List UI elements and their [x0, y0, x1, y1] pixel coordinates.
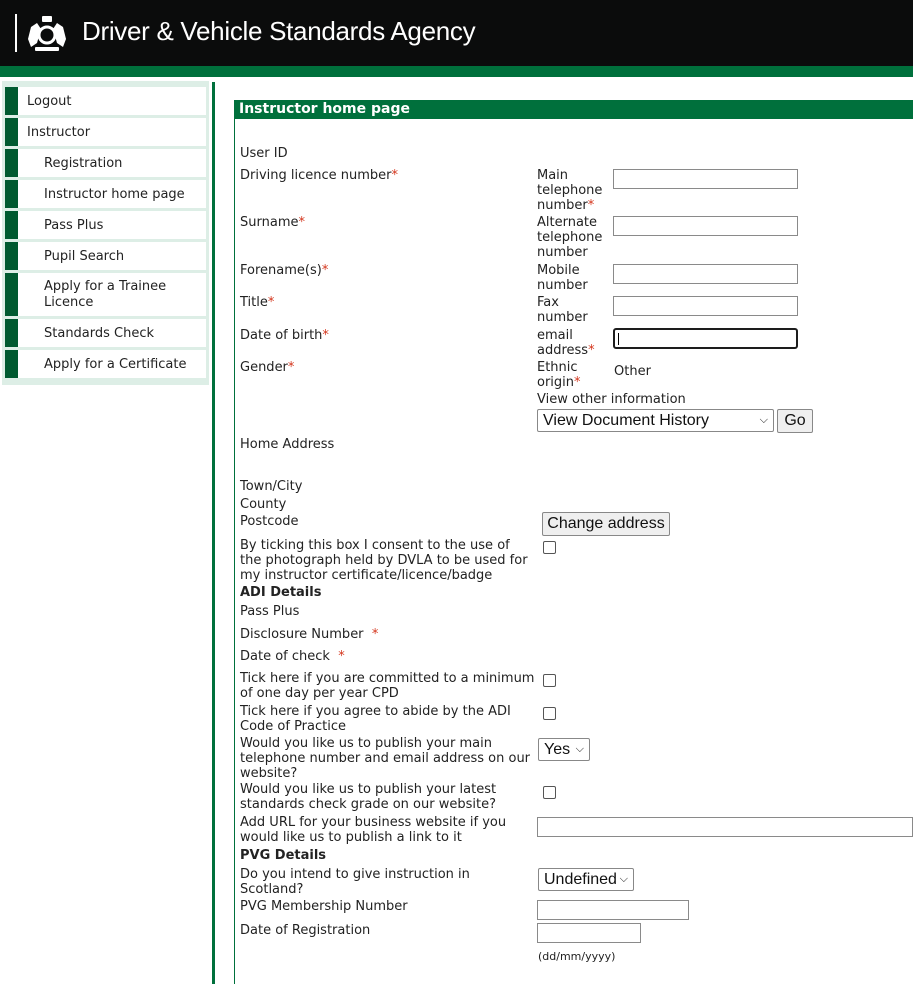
- gender-label: Gender*: [240, 360, 295, 375]
- publish-contact-label: Would you like us to publish your main telephone number and email address on our website?: [240, 736, 531, 781]
- fax-label: Fax number: [537, 295, 588, 325]
- scotland-label: Do you intend to give instruction in Scotland?: [240, 867, 470, 897]
- sidebar-item-pupil-search[interactable]: [5, 242, 206, 270]
- sidebar-item-instructor[interactable]: [5, 118, 206, 146]
- main-telephone-input[interactable]: [613, 169, 798, 189]
- date-registration-input[interactable]: [537, 923, 641, 943]
- publish-grade-label: Would you like us to publish your latest standards check grade on our website?: [240, 782, 497, 812]
- header-green-band: [0, 66, 913, 77]
- date-of-check-label: Date of check *: [240, 649, 345, 664]
- publish-grade-checkbox[interactable]: [543, 786, 556, 799]
- main-telephone-label: Main telephone number*: [537, 168, 603, 213]
- page-title: Instructor home page: [235, 100, 913, 119]
- sidebar-item-label: Standards Check: [44, 326, 155, 341]
- forenames-label: Forename(s)*: [240, 263, 329, 278]
- go-button[interactable]: Go: [777, 409, 813, 433]
- cpd-checkbox[interactable]: [543, 674, 556, 687]
- pvg-number-input[interactable]: [537, 900, 689, 920]
- royal-crest-icon: [25, 13, 69, 53]
- business-url-label: Add URL for your business website if you would like us to publish a link to it: [240, 815, 507, 845]
- disclosure-number-label: Disclosure Number *: [240, 627, 379, 642]
- email-input[interactable]: [613, 328, 798, 349]
- surname-label: Surname*: [240, 215, 305, 230]
- title-label: Title*: [240, 295, 275, 310]
- main-border: [234, 100, 235, 984]
- sidebar-item-pass-plus[interactable]: [5, 211, 206, 239]
- sidebar-item-label: Pass Plus: [44, 218, 104, 233]
- photo-consent-checkbox[interactable]: [543, 541, 556, 554]
- text-cursor: [618, 333, 619, 345]
- publish-contact-select[interactable]: Yes ⌵: [538, 738, 590, 761]
- adi-details-heading: ADI Details: [240, 585, 322, 600]
- mobile-label: Mobile number: [537, 263, 588, 293]
- code-of-practice-checkbox[interactable]: [543, 707, 556, 720]
- sidebar-item-instructor-home[interactable]: [5, 180, 206, 208]
- chevron-down-icon: ⌵: [759, 414, 768, 426]
- sidebar-item-label: Logout: [27, 94, 72, 109]
- ethnic-origin-label: Ethnic origin*: [537, 360, 581, 390]
- business-url-input[interactable]: [537, 817, 913, 837]
- sidebar-item-label: Instructor home page: [44, 187, 185, 202]
- alternate-telephone-label: Alternate telephone number: [537, 215, 603, 260]
- site-header: [0, 0, 913, 66]
- user-id-label: User ID: [240, 146, 288, 161]
- fax-input[interactable]: [613, 296, 798, 316]
- postcode-label: Postcode: [240, 514, 299, 529]
- date-registration-label: Date of Registration: [240, 923, 371, 938]
- sidebar-item-label: Apply for a Certificate: [44, 357, 187, 372]
- email-label: email address*: [537, 328, 595, 358]
- alternate-telephone-input[interactable]: [613, 216, 798, 236]
- cpd-label: Tick here if you are committed to a minimum of one day per year CPD: [240, 671, 535, 701]
- sidebar-item-registration[interactable]: [5, 149, 206, 177]
- sidebar-nav: [2, 81, 209, 385]
- scotland-select[interactable]: Undefined ⌵: [538, 868, 634, 891]
- sidebar-item-logout[interactable]: [5, 87, 206, 115]
- sidebar-item-label: Pupil Search: [44, 249, 125, 264]
- dob-label: Date of birth*: [240, 328, 329, 343]
- sidebar-item-standards-check[interactable]: [5, 319, 206, 347]
- town-label: Town/City: [240, 479, 303, 494]
- date-format-hint: (dd/mm/yyyy): [538, 950, 616, 963]
- ethnic-origin-value: Other: [614, 364, 651, 379]
- home-address-label: Home Address: [240, 437, 335, 452]
- sidebar-item-trainee-licence[interactable]: [5, 273, 206, 316]
- sidebar-item-apply-certificate[interactable]: [5, 350, 206, 378]
- photo-consent-label: By ticking this box I consent to the use of the photograph held by DVLA to be used for my instructor certificate/licence/badge: [240, 538, 528, 583]
- header-divider: [15, 14, 17, 52]
- sidebar-item-label: Apply for a Trainee Licence: [44, 279, 167, 310]
- sidebar-item-label: Instructor: [27, 125, 91, 140]
- pvg-number-label: PVG Membership Number: [240, 899, 408, 914]
- view-other-label: View other information: [537, 392, 686, 407]
- county-label: County: [240, 497, 287, 512]
- driving-licence-label: Driving licence number*: [240, 168, 399, 183]
- agency-title: Driver & Vehicle Standards Agency: [82, 16, 476, 46]
- chevron-down-icon: ⌵: [575, 743, 584, 755]
- view-other-select[interactable]: View Document History ⌵: [537, 409, 774, 432]
- change-address-button[interactable]: Change address: [542, 512, 670, 536]
- mobile-input[interactable]: [613, 264, 798, 284]
- content-divider: [212, 82, 215, 984]
- pass-plus-label: Pass Plus: [240, 604, 300, 619]
- sidebar-item-label: Registration: [44, 156, 123, 171]
- pvg-details-heading: PVG Details: [240, 848, 327, 863]
- chevron-down-icon: ⌵: [619, 873, 628, 885]
- code-of-practice-label: Tick here if you agree to abide by the ADI Code of Practice: [240, 704, 511, 734]
